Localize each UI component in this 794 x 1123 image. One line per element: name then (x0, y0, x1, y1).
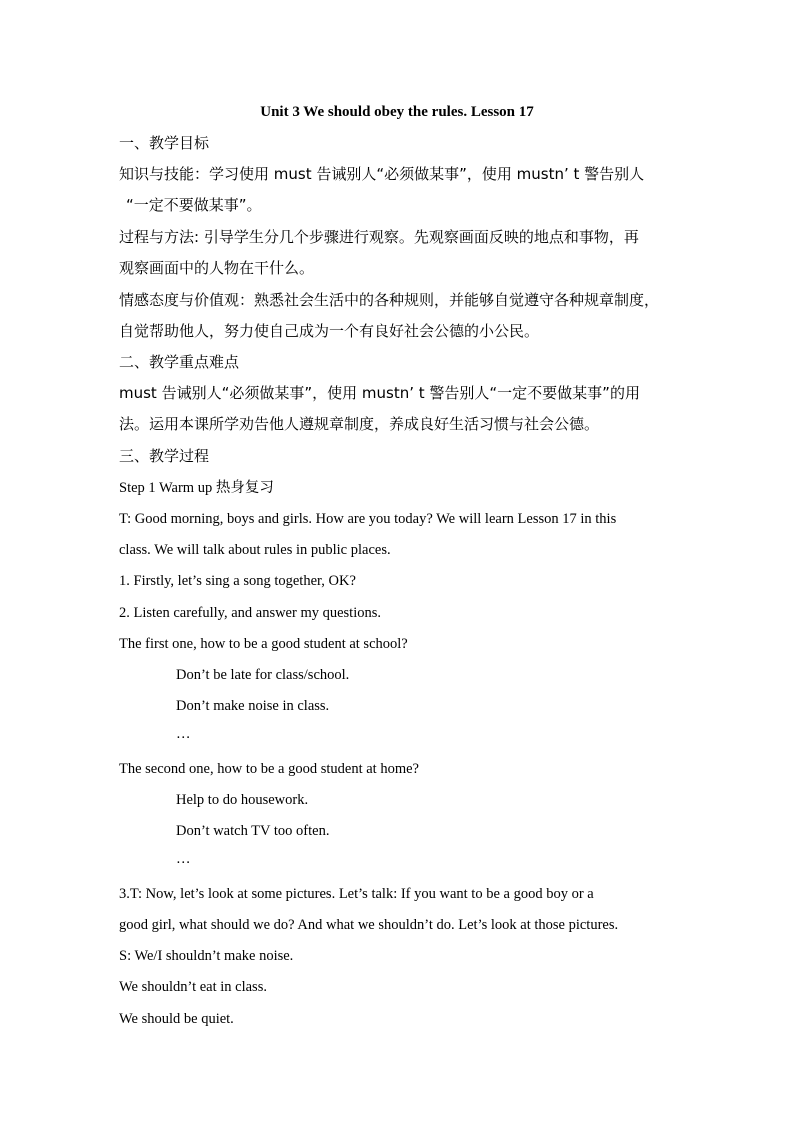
teacher-intro-cont: class. We will talk about rules in public places. (119, 542, 391, 558)
question-1: The first one, how to be a good student at school? (119, 636, 408, 652)
objective-process-cont: 观察画面中的人物在干什么。 (119, 259, 315, 277)
step-item-3: 3.T: Now, let’s look at some pictures. Let’s talk: If you want to be a good boy or a (119, 886, 594, 902)
question-1-ellipsis: … (176, 726, 191, 742)
objective-attitude: 情感态度与价值观：熟悉社会生活中的各种规则，并能够自觉遵守各种规章制度， (119, 291, 660, 309)
objective-knowledge-cont: “一定不要做某事”。 (126, 196, 262, 214)
keypoints-text: must 告诫别人“必须做某事”，使用 mustn’ t 警告别人“一定不要做某事”的用 (119, 384, 640, 402)
objective-process: 过程与方法: 引导学生分几个步骤进行观察。先观察画面反映的地点和事物，再 (119, 228, 639, 246)
question-1-answer-1: Don’t be late for class/school. (176, 667, 350, 683)
question-2-ellipsis: … (176, 851, 191, 867)
keypoints-heading: 二、教学重点难点 (119, 353, 240, 371)
step-item-2: 2. Listen carefully, and answer my questions. (119, 605, 382, 621)
question-2-answer-1: Help to do housework. (176, 792, 309, 808)
objective-attitude-cont: 自觉帮助他人，努力使自己成为一个有良好社会公德的小公民。 (119, 322, 540, 340)
objectives-heading: 一、教学目标 (119, 134, 210, 152)
process-heading: 三、教学过程 (119, 447, 210, 465)
question-2-answer-2: Don’t watch TV too often. (176, 823, 330, 839)
student-response-2: We shouldn’t eat in class. (119, 979, 267, 995)
step-item-3-cont: good girl, what should we do? And what we shouldn’t do. Let’s look at those pictures. (119, 917, 619, 933)
step1-heading: Step 1 Warm up 热身复习 (119, 480, 274, 496)
student-response-1: S: We/I shouldn’t make noise. (119, 948, 294, 964)
student-response-3: We should be quiet. (119, 1011, 234, 1027)
keypoints-text-cont: 法。运用本课所学劝告他人遵规章制度，养成良好生活习惯与社会公德。 (119, 415, 600, 433)
objective-knowledge: 知识与技能：学习使用 must 告诫别人“必须做某事”，使用 mustn’ t 警告别人 (119, 165, 645, 183)
question-1-answer-2: Don’t make noise in class. (176, 698, 330, 714)
page-title: Unit 3 We should obey the rules. Lesson 17 (260, 104, 534, 120)
step-item-1: 1. Firstly, let’s sing a song together, OK? (119, 573, 356, 589)
question-2: The second one, how to be a good student at home? (119, 761, 419, 777)
teacher-intro: T: Good morning, boys and girls. How are you today? We will learn Lesson 17 in this (119, 511, 617, 527)
